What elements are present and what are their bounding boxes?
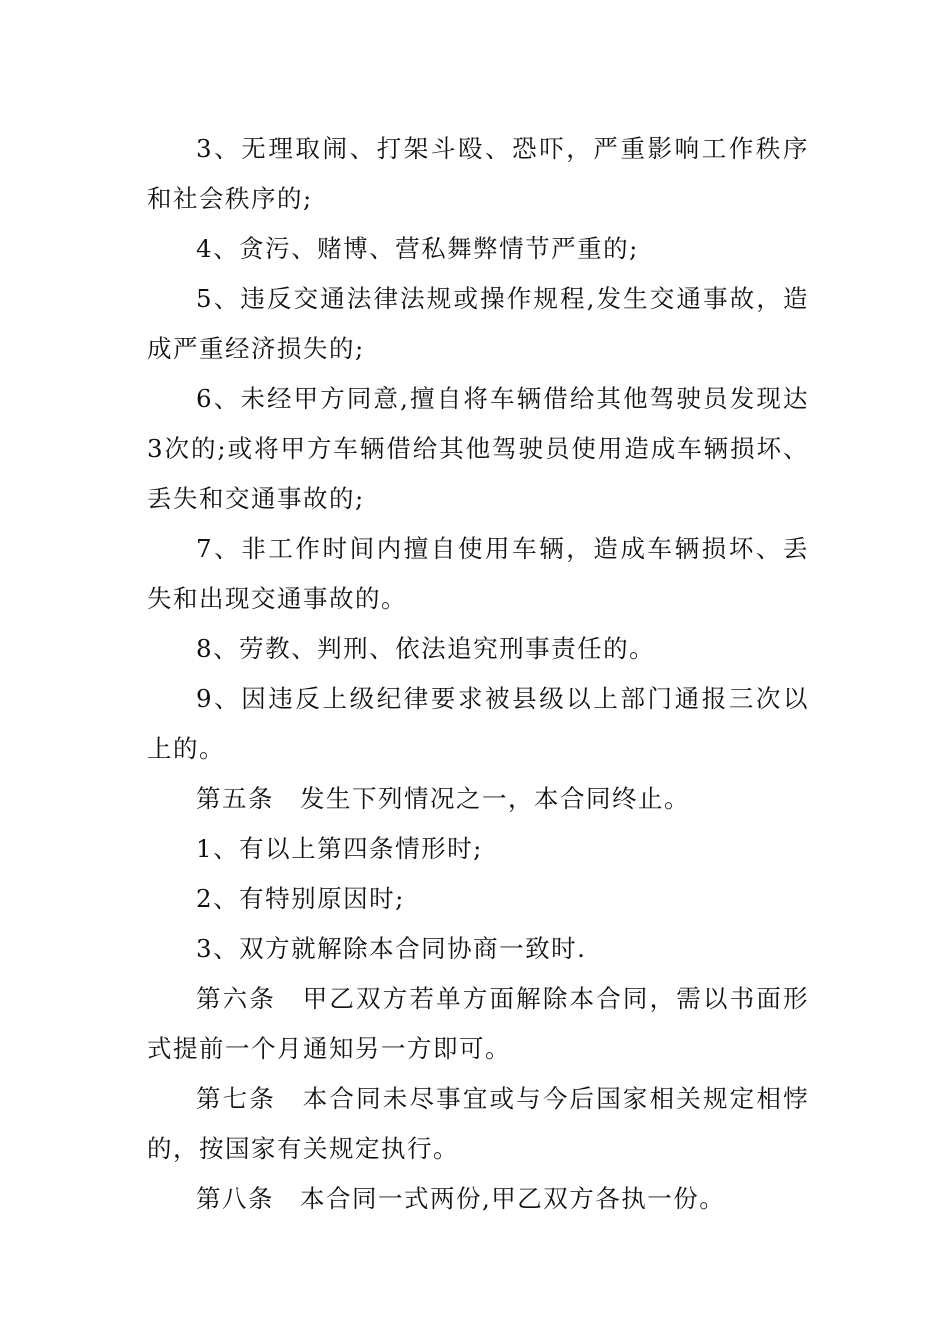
article-5-heading: 第五条 发生下列情况之一，本合同终止。 — [196, 784, 690, 813]
clause-item-5: 5、违反交通法律法规或操作规程,发生交通事故，造成严重经济损失的; — [147, 284, 809, 363]
article-6: 第六条 甲乙双方若单方面解除本合同，需以书面形式提前一个月通知另一方即可。 — [147, 984, 809, 1063]
clause-item-3: 3、无理取闹、打架斗殴、恐吓，严重影响工作秩序和社会秩序的; — [147, 134, 809, 213]
article-7: 第七条 本合同未尽事宜或与今后国家相关规定相悖的，按国家有关规定执行。 — [147, 1084, 809, 1163]
clause-item-9: 9、因违反上级纪律要求被县级以上部门通报三次以上的。 — [147, 684, 809, 763]
clause-item-7: 7、非工作时间内擅自使用车辆，造成车辆损坏、丢失和出现交通事故的。 — [147, 534, 809, 613]
article-8: 第八条 本合同一式两份,甲乙双方各执一份。 — [196, 1184, 726, 1213]
article-5-item-2: 2、有特别原因时; — [196, 884, 405, 913]
article-5-item-1: 1、有以上第四条情形时; — [196, 834, 483, 863]
clause-item-4: 4、贪污、赌博、营私舞弊情节严重的; — [196, 234, 639, 263]
clause-item-8: 8、劳教、判刑、依法追究刑事责任的。 — [196, 634, 656, 663]
document-body — [147, 124, 809, 1224]
clause-item-6: 6、未经甲方同意,擅自将车辆借给其他驾驶员发现达3次的;或将甲方车辆借给其他驾驶员使用造成车辆损坏、丢失和交通事故的; — [147, 384, 809, 513]
article-5-item-3: 3、双方就解除本合同协商一致时. — [196, 934, 587, 963]
